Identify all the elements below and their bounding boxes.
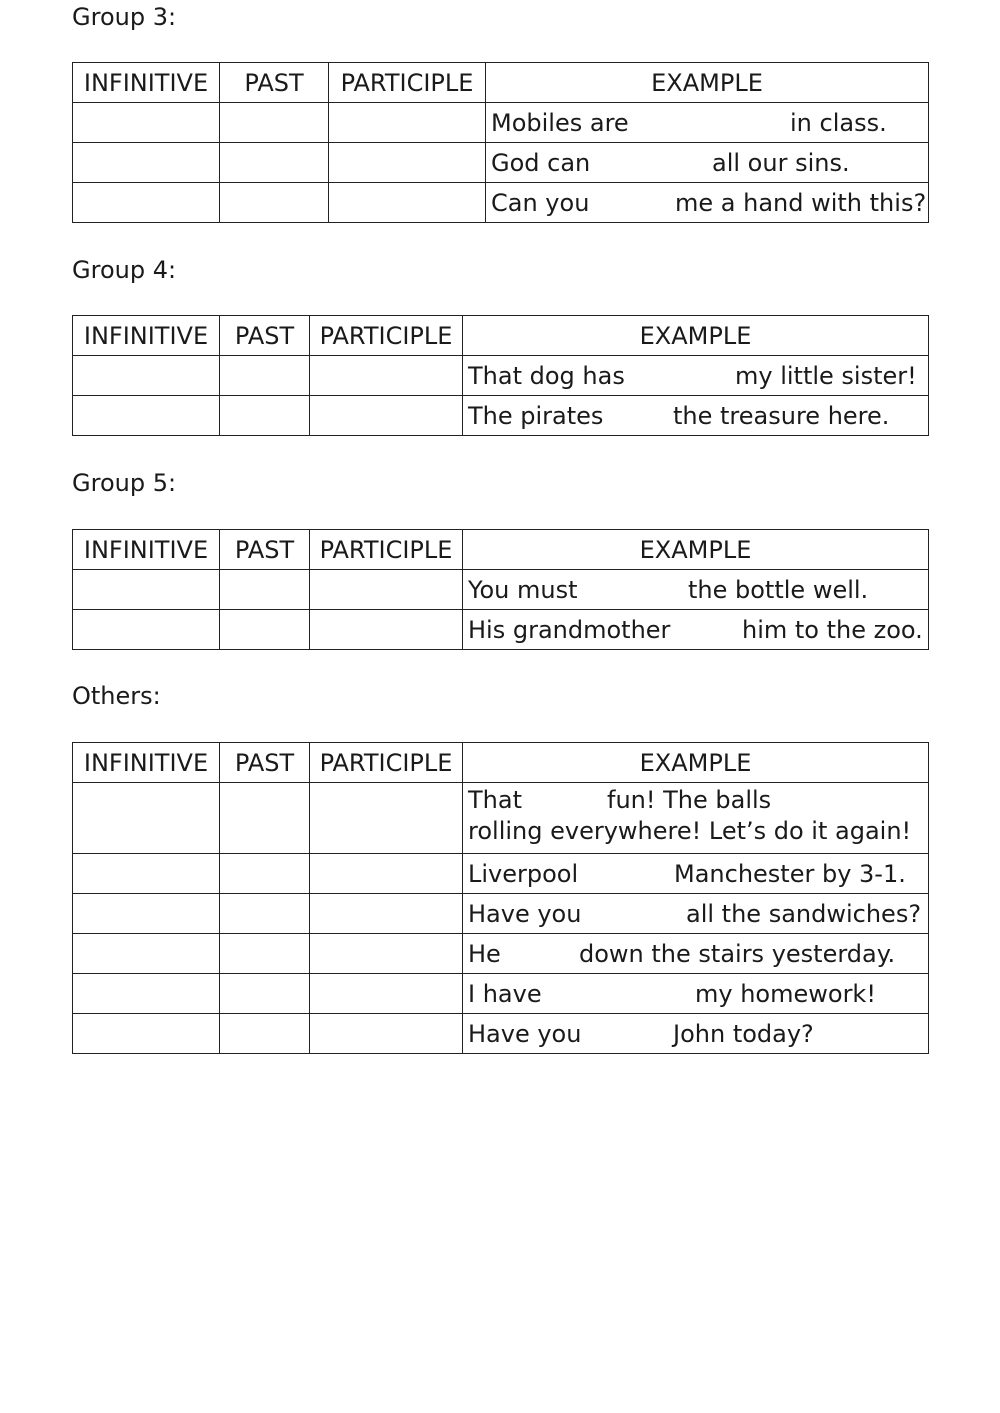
participle-cell[interactable]	[329, 143, 486, 183]
header-example: EXAMPLE	[463, 743, 929, 783]
example-cell	[486, 183, 929, 223]
past-cell[interactable]	[220, 934, 310, 974]
participle-cell[interactable]	[310, 854, 463, 894]
past-cell[interactable]	[220, 143, 329, 183]
participle-cell[interactable]	[310, 570, 463, 610]
infinitive-cell[interactable]	[73, 974, 220, 1014]
past-cell[interactable]	[220, 894, 310, 934]
table-row	[73, 854, 929, 894]
header-infinitive: INFINITIVE	[73, 743, 220, 783]
example-text-end: my homework!	[695, 979, 876, 1008]
table-row	[73, 610, 929, 650]
table-row	[73, 1014, 929, 1054]
example-text-end: John today?	[673, 1019, 814, 1048]
header-past: PAST	[220, 743, 310, 783]
table-row	[73, 396, 929, 436]
participle-cell[interactable]	[310, 974, 463, 1014]
header-row	[73, 63, 929, 103]
table-row	[73, 103, 929, 143]
example-text-end: me a hand with this?	[675, 188, 927, 217]
example-cell	[463, 934, 929, 974]
example-text-start: His grandmother	[468, 615, 671, 644]
example-text-end: him to the zoo.	[742, 615, 923, 644]
header-participle: PARTICIPLE	[329, 63, 486, 103]
header-infinitive: INFINITIVE	[73, 63, 220, 103]
example-text-end: Manchester by 3-1.	[674, 859, 906, 888]
infinitive-cell[interactable]	[73, 1014, 220, 1054]
example-cell	[486, 143, 929, 183]
example-text-start: Can you	[491, 188, 590, 217]
example-cell	[463, 974, 929, 1014]
participle-cell[interactable]	[310, 610, 463, 650]
example-text-start: God can	[491, 148, 591, 177]
table-row	[73, 143, 929, 183]
infinitive-cell[interactable]	[73, 183, 220, 223]
header-past: PAST	[220, 530, 310, 570]
infinitive-cell[interactable]	[73, 143, 220, 183]
example-text-start: That	[468, 786, 522, 814]
participle-cell[interactable]	[310, 356, 463, 396]
past-cell[interactable]	[220, 183, 329, 223]
participle-cell[interactable]	[310, 934, 463, 974]
header-past: PAST	[220, 63, 329, 103]
past-cell[interactable]	[220, 570, 310, 610]
participle-cell[interactable]	[329, 103, 486, 143]
infinitive-cell[interactable]	[73, 934, 220, 974]
example-cell	[486, 103, 929, 143]
example-text-end: the treasure here.	[673, 401, 890, 430]
example-cell	[463, 894, 929, 934]
example-cell	[463, 1014, 929, 1054]
header-row	[73, 743, 929, 783]
past-cell[interactable]	[220, 356, 310, 396]
example-cell	[463, 570, 929, 610]
past-cell[interactable]	[220, 783, 310, 854]
example-text-start: Have you	[468, 899, 582, 928]
example-text-start: Have you	[468, 1019, 582, 1048]
table-row	[73, 934, 929, 974]
others-title: Others:	[72, 682, 161, 710]
past-cell[interactable]	[220, 103, 329, 143]
group-5-table	[72, 529, 929, 650]
example-text-end: the bottle well.	[688, 575, 869, 604]
example-text-start: Mobiles are	[491, 108, 629, 137]
infinitive-cell[interactable]	[73, 610, 220, 650]
example-text-end: in class.	[790, 108, 887, 137]
past-cell[interactable]	[220, 610, 310, 650]
table-row	[73, 356, 929, 396]
infinitive-cell[interactable]	[73, 783, 220, 854]
table-row	[73, 974, 929, 1014]
example-text-end: my little sister!	[735, 361, 917, 390]
table-row	[73, 183, 929, 223]
participle-cell[interactable]	[310, 894, 463, 934]
participle-cell[interactable]	[329, 183, 486, 223]
example-cell	[463, 854, 929, 894]
header-infinitive: INFINITIVE	[73, 316, 220, 356]
example-cell	[463, 783, 929, 854]
header-participle: PARTICIPLE	[310, 530, 463, 570]
past-cell[interactable]	[220, 396, 310, 436]
example-text-end: all our sins.	[712, 148, 850, 177]
header-example: EXAMPLE	[486, 63, 929, 103]
infinitive-cell[interactable]	[73, 570, 220, 610]
group-4-table	[72, 315, 929, 436]
participle-cell[interactable]	[310, 783, 463, 854]
example-cell	[463, 356, 929, 396]
example-text-end: down the stairs yesterday.	[579, 939, 896, 968]
past-cell[interactable]	[220, 1014, 310, 1054]
example-text-start: He	[468, 939, 501, 968]
example-text-middle: fun! The balls	[607, 786, 772, 814]
infinitive-cell[interactable]	[73, 356, 220, 396]
table-row	[73, 894, 929, 934]
header-example: EXAMPLE	[463, 530, 929, 570]
table-row	[73, 570, 929, 610]
infinitive-cell[interactable]	[73, 396, 220, 436]
header-participle: PARTICIPLE	[310, 743, 463, 783]
participle-cell[interactable]	[310, 1014, 463, 1054]
header-example: EXAMPLE	[463, 316, 929, 356]
others-table	[72, 742, 929, 1054]
group-3-table	[72, 62, 929, 223]
group-4-title: Group 4:	[72, 256, 177, 284]
example-text-start: The pirates	[468, 401, 604, 430]
table-row	[73, 783, 929, 854]
example-text-start: You must	[468, 575, 578, 604]
group-3-title: Group 3:	[72, 3, 177, 31]
past-cell[interactable]	[220, 974, 310, 1014]
infinitive-cell[interactable]	[73, 894, 220, 934]
header-participle: PARTICIPLE	[310, 316, 463, 356]
participle-cell[interactable]	[310, 396, 463, 436]
header-row	[73, 530, 929, 570]
header-infinitive: INFINITIVE	[73, 530, 220, 570]
example-text-start: Liverpool	[468, 859, 579, 888]
header-past: PAST	[220, 316, 310, 356]
example-cell	[463, 610, 929, 650]
example-text-end: all the sandwiches?	[686, 899, 922, 928]
example-text-start: I have	[468, 979, 542, 1008]
example-text-end: rolling everywhere! Let’s do it again!	[468, 817, 912, 845]
example-cell	[463, 396, 929, 436]
header-row	[73, 316, 929, 356]
infinitive-cell[interactable]	[73, 103, 220, 143]
infinitive-cell[interactable]	[73, 854, 220, 894]
group-5-title: Group 5:	[72, 469, 177, 497]
example-text-start: That dog has	[468, 361, 625, 390]
past-cell[interactable]	[220, 854, 310, 894]
